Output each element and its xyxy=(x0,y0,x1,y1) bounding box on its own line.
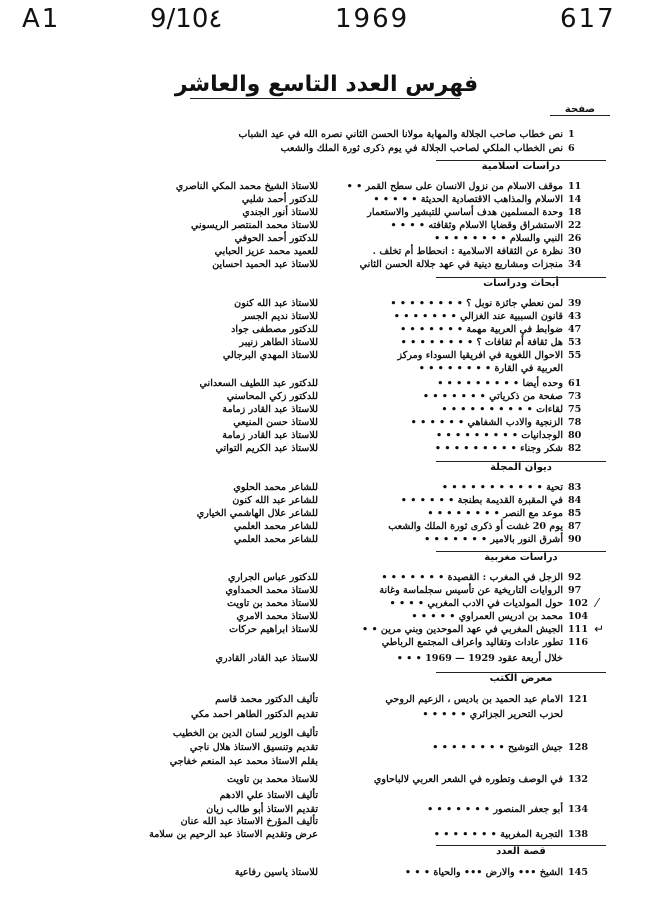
page-number: 138 xyxy=(568,829,589,840)
section-heading: دراسات مغربية xyxy=(436,552,606,566)
entry-author: للاستاذ ابراهيم حركات xyxy=(229,624,318,635)
page-number: 22 xyxy=(568,220,582,231)
entry-title: في المقبرة القديمة بطنجة • • • • • • xyxy=(400,495,563,506)
page-number: 97 xyxy=(568,585,582,596)
toc-row xyxy=(0,520,653,534)
page-number: 39 xyxy=(568,298,582,309)
toc-row xyxy=(0,584,653,598)
toc-row xyxy=(0,245,653,259)
entry-title: نص خطاب صاحب الجلالة والمهابة مولانا الحسن الثاني نصره الله في عيد الشباب xyxy=(238,129,563,140)
entry-author: عرض وتقديم الاستاذ عبد الرحيم بن سلامة xyxy=(149,829,318,840)
entry-author: للدكتور عبد اللطيف السعداني xyxy=(199,378,318,389)
toc-row xyxy=(0,219,653,233)
toc-row xyxy=(0,258,653,272)
entry-title: لمن نعطي جائزة نوبل ؟ • • • • • • • • xyxy=(390,298,563,309)
page-number: 14 xyxy=(568,194,582,205)
intro-row xyxy=(0,142,653,156)
entry-author: بقلم الاستاذ محمد عبد المنعم خفاجي xyxy=(169,756,318,767)
page-number: 84 xyxy=(568,495,582,506)
handwritten-ref: A1 xyxy=(22,4,61,34)
toc-row xyxy=(0,310,653,324)
toc-row xyxy=(0,693,653,707)
entry-author: للدكتور أحمد شلبي xyxy=(241,194,318,205)
toc-row xyxy=(0,741,653,755)
entry-title: موعد مع النصر • • • • • • • • xyxy=(427,508,563,519)
page-number: 111 xyxy=(568,624,589,635)
entry-author: للاستاذ محمد الحمداوي xyxy=(225,585,318,596)
entry-author: للاستاذ عبد الكريم التواتي xyxy=(215,443,318,454)
handwritten-year: 1969 xyxy=(335,4,410,34)
entry-title: نص الخطاب الملكي لصاحب الجلالة في يوم ذكرى ثورة الملك والشعب xyxy=(280,143,563,154)
page-number: 30 xyxy=(568,246,582,257)
entry-title: جيش التوشيح • • • • • • • • xyxy=(432,742,563,753)
entry-title: هل ثقافة أم ثقافات ؟ • • • • • • • • xyxy=(400,337,563,348)
toc-row xyxy=(0,232,653,246)
page-number: 92 xyxy=(568,572,582,583)
entry-author: للشاعر محمد الحلوي xyxy=(233,482,318,493)
entry-author: للاستاذ ياسين رفاعية xyxy=(234,867,318,878)
entry-author: تأليف المؤرخ الاستاذ عبد الله عنان xyxy=(180,816,318,827)
entry-title: قانون السببية عند الغزالي • • • • • • • xyxy=(393,311,563,322)
entry-author: للاستاذ عبد الله كنون xyxy=(234,298,318,309)
entry-title: خلال أربعة عقود 1929 — 1969 • • • xyxy=(396,653,563,664)
entry-title: تطور عادات وتقاليد واعراف المجتمع الرباطي xyxy=(381,637,563,648)
toc-row xyxy=(0,403,653,417)
entry-author: للعميد محمد عزيز الحبابي xyxy=(214,246,318,257)
page-number: 87 xyxy=(568,521,582,532)
intro-row xyxy=(0,128,653,142)
page-number: 43 xyxy=(568,311,582,322)
entry-title: الاحوال اللغوية في افريقيا السوداء ومركز xyxy=(397,350,563,361)
page-number: 34 xyxy=(568,259,582,270)
page-number: 134 xyxy=(568,804,589,815)
entry-title: الزنجية والادب الشفاهي • • • • • • xyxy=(410,417,563,428)
toc-row xyxy=(0,789,653,803)
page-number: 132 xyxy=(568,774,589,785)
entry-title: يوم 20 غشت أو ذكرى ثورة الملك والشعب xyxy=(388,521,563,532)
entry-title: الاسلام والمذاهب الاقتصادية الحديثة • • • • • xyxy=(373,194,563,205)
entry-author: تقديم الدكتور الطاهر احمد مكي xyxy=(191,709,318,720)
entry-author: للاستاذ محمد بن تاويت xyxy=(226,598,318,609)
page-number: 75 xyxy=(568,404,582,415)
entry-title: النبي والسلام • • • • • • • • xyxy=(434,233,563,244)
entry-title: تحية • • • • • • • • • • • xyxy=(441,482,563,493)
toc-row xyxy=(0,377,653,391)
toc-row xyxy=(0,597,653,611)
entry-author: للاستاذ المهدي البرجالي xyxy=(222,350,318,361)
toc-row xyxy=(0,815,653,829)
entry-title: موقف الاسلام من نزول الانسان على سطح القمر • • xyxy=(346,181,563,192)
entry-title: الوجدانيات • • • • • • • • • xyxy=(436,430,563,441)
entry-title: حول المولديات في الادب المغربي • • • • xyxy=(389,598,563,609)
entry-author: للاستاذ حسن المنيعي xyxy=(233,417,318,428)
entry-title: أبو جعفر المنصور • • • • • • • xyxy=(427,804,563,815)
page-title: فهرس العدد التاسع والعاشر xyxy=(174,72,479,97)
entry-title: في الوصف وتطوره في الشعر العربي لالباحاوي xyxy=(373,774,563,785)
section-heading: قصة العدد xyxy=(436,846,606,860)
page-number: 11 xyxy=(568,181,582,192)
entry-title: ضوابط في العربية مهمة • • • • • • • xyxy=(400,324,563,335)
toc-row xyxy=(0,636,653,650)
entry-title: الامام عبد الحميد بن باديس ، الزعيم الروحي xyxy=(385,694,563,705)
entry-author: للاستاذ عبد القادر زمامة xyxy=(222,430,318,441)
entry-title: التجربة المغربية • • • • • • • xyxy=(433,829,563,840)
section-heading: أبحاث ودراسات xyxy=(436,278,606,292)
page-number: 47 xyxy=(568,324,582,335)
toc-row xyxy=(0,571,653,585)
toc-row xyxy=(0,755,653,769)
entry-author: للشاعر عبد الله كنون xyxy=(232,495,318,506)
entry-title: الزجل في المغرب : القصيدة • • • • • • • xyxy=(381,572,563,583)
handwritten-page-number: 617 xyxy=(560,4,616,34)
entry-author: للاستاذ عبد الحميد احساين xyxy=(212,259,318,270)
toc-row xyxy=(0,727,653,741)
page-number: 82 xyxy=(568,443,582,454)
section-heading: معرض الكتب xyxy=(436,673,606,687)
entry-author: للاستاذ الشيخ محمد المكي الناصري xyxy=(175,181,318,192)
toc-row xyxy=(0,336,653,350)
page-number: 18 xyxy=(568,207,582,218)
entry-author: تأليف الوزير لسان الدين بن الخطيب xyxy=(172,728,318,739)
page-number: 83 xyxy=(568,482,582,493)
entry-author: تأليف الاستاذ علي الادهم xyxy=(219,790,318,801)
toc-row xyxy=(0,349,653,363)
toc-row xyxy=(0,481,653,495)
handwritten-code: 9/10٤ xyxy=(150,4,223,34)
entry-author: للاستاذ محمد المنتصر الريسوني xyxy=(191,220,318,231)
toc-row xyxy=(0,610,653,624)
entry-author: تقديم وتنسيق الاستاذ هلال ناجي xyxy=(189,742,318,753)
entry-author: للشاعر محمد العلمي xyxy=(233,521,318,532)
section-heading: دراسات اسلامية xyxy=(436,161,606,175)
entry-title: الاستشراق وقضايا الاسلام وثقافته • • • • xyxy=(390,220,563,231)
page-number: 6 xyxy=(568,143,575,154)
toc-row xyxy=(0,494,653,508)
entry-title: الجيش المغربي في عهد الموحدين وبني مرين • • xyxy=(361,624,563,635)
entry-title: نظرة عن الثقافة الاسلامية : انحطاط أم تخلف . xyxy=(372,246,563,257)
page-number: 128 xyxy=(568,742,589,753)
entry-title: صفحة من ذكرياتي • • • • • • • xyxy=(422,391,563,402)
section-heading: ديوان المجلة xyxy=(436,462,606,476)
entry-title: وحده أيضا • • • • • • • • • xyxy=(437,378,563,389)
entry-author: للشاعر محمد العلمي xyxy=(233,534,318,545)
page-number: 116 xyxy=(568,637,589,648)
entry-author: للاستاذ نديم الجسر xyxy=(242,311,318,322)
page-column-label: صفحة xyxy=(550,104,610,116)
entry-author: للدكتور زكي المحاسني xyxy=(226,391,318,402)
toc-row xyxy=(0,866,653,880)
page-number: 104 xyxy=(568,611,589,622)
entry-title: الروايات التاريخية عن تأسيس سجلماسة وغانة xyxy=(379,585,563,596)
entry-author: للاستاذ أنور الجندي xyxy=(242,207,318,218)
entry-author: للاستاذ الطاهر زنيبر xyxy=(239,337,318,348)
toc-row xyxy=(0,429,653,443)
entry-title: شكر وجناء • • • • • • • • • xyxy=(434,443,563,454)
toc-row xyxy=(0,442,653,456)
toc-row xyxy=(0,533,653,547)
toc-row xyxy=(0,323,653,337)
toc-row xyxy=(0,362,653,376)
entry-author: للاستاذ عبد القادر القادري xyxy=(215,653,318,664)
entry-author: للشاعر علال الهاشمي الخياري xyxy=(196,508,318,519)
entry-author: للدكتور أحمد الحوفي xyxy=(234,233,318,244)
page-number: 102 xyxy=(568,598,589,609)
margin-tick-mark: ⁄ xyxy=(596,596,599,610)
entry-author: للدكتور مصطفى جواد xyxy=(231,324,318,335)
toc-row xyxy=(0,193,653,207)
entry-author: للاستاذ عبد القادر زمامة xyxy=(222,404,318,415)
entry-author: للاستاذ محمد بن تاويت xyxy=(226,774,318,785)
entry-title: منجزات ومشاريع دينية في عهد جلالة الحسن الثاني xyxy=(359,259,563,270)
page-number: 78 xyxy=(568,417,582,428)
toc-row xyxy=(0,507,653,521)
title-underline xyxy=(190,98,460,99)
toc-row xyxy=(0,180,653,194)
entry-title: لحزب التحرير الجزائري • • • • • xyxy=(422,709,563,720)
entry-author: للاستاذ محمد الامري xyxy=(236,611,318,622)
toc-row xyxy=(0,773,653,787)
page-number: 80 xyxy=(568,430,582,441)
entry-title: وحدة المسلمين هدف أساسي للتبشير والاستعمار xyxy=(367,207,563,218)
toc-row xyxy=(0,623,653,637)
entry-author: تأليف الدكتور محمد قاسم xyxy=(215,694,318,705)
margin-tick-mark: ↵ xyxy=(594,622,605,636)
page-number: 1 xyxy=(568,129,575,140)
entry-title: محمد بن ادريس العمراوي • • • • • xyxy=(411,611,563,622)
page-number: 90 xyxy=(568,534,582,545)
toc-row xyxy=(0,708,653,722)
page-number: 73 xyxy=(568,391,582,402)
toc-row xyxy=(0,206,653,220)
page-number: 85 xyxy=(568,508,582,519)
entry-title: الشيخ ••• والارض ••• والحياة • • • xyxy=(404,867,563,878)
entry-title: لقاءات • • • • • • • • • • xyxy=(441,404,563,415)
toc-row xyxy=(0,828,653,842)
page-number: 61 xyxy=(568,378,582,389)
toc-row xyxy=(0,297,653,311)
page-number: 121 xyxy=(568,694,589,705)
entry-title: أشرق النور بالامير • • • • • • • xyxy=(424,534,563,545)
page-number: 145 xyxy=(568,867,589,878)
toc-row xyxy=(0,416,653,430)
page-number: 55 xyxy=(568,350,582,361)
entry-author: للدكتور عباس الجراري xyxy=(227,572,318,583)
page-number: 53 xyxy=(568,337,582,348)
toc-row xyxy=(0,652,653,666)
entry-author: تقديم الاستاذ أبو طالب زيان xyxy=(206,804,318,815)
toc-row xyxy=(0,390,653,404)
page-number: 26 xyxy=(568,233,582,244)
entry-title: العربية في القارة • • • • • • • • xyxy=(418,363,563,374)
